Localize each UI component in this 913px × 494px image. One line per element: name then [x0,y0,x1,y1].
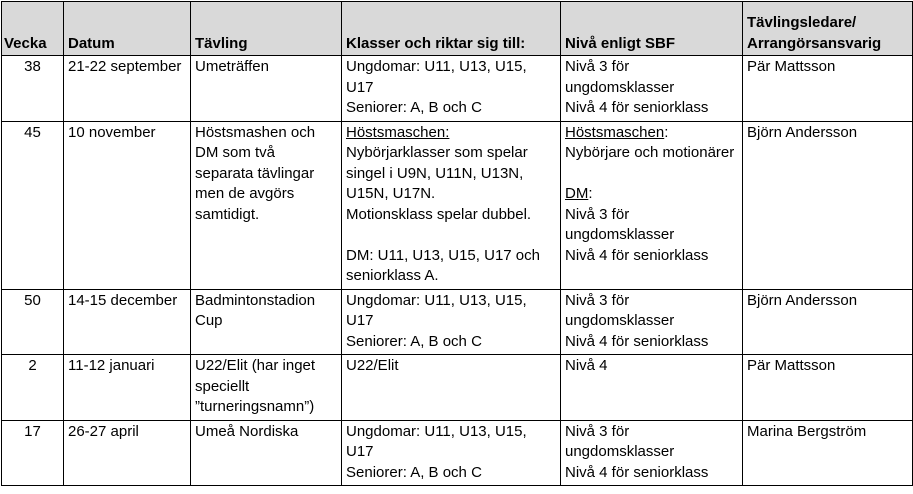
cell-klasser [342,121,561,289]
cell-datum: 11-12 januari [64,355,191,421]
header-klasser: Klasser och riktar sig till: [342,2,561,56]
cell-ledare: Pär Mattsson [743,56,913,122]
klasser-line: Seniorer: A, B och C [346,332,482,350]
cell-klasser [342,56,561,122]
klasser-heading: Höstsmaschen: [346,123,450,141]
cell-niva [561,121,743,289]
cell-niva [561,420,743,486]
klasser-line: Ungdomar: U11, U13, U15, U17 [346,422,527,460]
cell-niva [561,56,743,122]
cell-klasser: U22/Elit [342,355,561,421]
spacer [346,225,556,246]
niva-line: Nivå 4 för seniorklass [565,99,709,116]
klasser-line: Motionsklass spelar dubbel. [346,205,532,223]
niva-dm-heading [565,184,738,205]
niva-line: Nivå 3 för ungdomsklasser [565,205,675,243]
competition-schedule-table [1,1,913,486]
cell-ledare: Pär Mattsson [743,355,913,421]
cell-vecka: 38 [2,56,64,122]
cell-tavling: Umeå Nordiska [191,420,342,486]
cell-vecka: 17 [2,420,64,486]
klasser-line: Ungdomar: U11, U13, U15, U17 [346,58,527,96]
header-ledare-line1: Tävlingsledare/ [747,14,857,31]
klasser-line: Seniorer: A, B och C [346,99,482,116]
cell-ledare: Björn Andersson [743,289,913,355]
klasser-line: Ungdomar: U11, U13, U15, U17 [346,291,527,329]
table-header-row [2,2,913,56]
header-ledare [743,2,913,56]
table-row [2,289,913,355]
spacer [565,164,738,185]
header-tavling: Tävling [191,2,342,56]
cell-datum: 10 november [64,121,191,289]
table-row [2,121,913,289]
niva-line: Nivå 4 för seniorklass [565,246,709,264]
cell-ledare: Björn Andersson [743,121,913,289]
cell-klasser [342,420,561,486]
cell-tavling: Umeträffen [191,56,342,122]
niva-heading-text: Höstsmaschen [565,123,665,141]
table-row [2,355,913,421]
klasser-line: Nybörjarklasser som spelar singel i U9N, U11N, U13N, U15N, U17N. [346,144,528,202]
header-niva: Nivå enligt SBF [561,2,743,56]
cell-niva: Nivå 4 [561,355,743,421]
header-vecka: Vecka [2,2,64,56]
niva-heading-colon: : [664,123,669,141]
cell-klasser [342,289,561,355]
niva-heading [565,123,738,144]
cell-ledare: Marina Bergström [743,420,913,486]
cell-vecka: 2 [2,355,64,421]
cell-vecka: 45 [2,121,64,289]
cell-tavling: Badmintonstadion Cup [191,289,342,355]
niva-dm-text: DM [565,185,589,202]
table-row [2,56,913,122]
table-row [2,420,913,486]
cell-vecka: 50 [2,289,64,355]
niva-line: Nivå 4 för seniorklass [565,332,709,350]
klasser-line: Seniorer: A, B och C [346,463,482,481]
niva-line: Nivå 4 för seniorklass [565,463,709,481]
header-ledare-line2: Arrangörsansvarig [747,34,882,52]
cell-datum: 21-22 september [64,56,191,122]
niva-line: Nybörjare och motionärer [565,144,735,161]
niva-dm-colon: : [588,185,593,202]
cell-datum: 14-15 december [64,289,191,355]
niva-line: Nivå 3 för ungdomsklasser [565,58,675,96]
klasser-line: DM: U11, U13, U15, U17 och seniorklass A. [346,246,540,284]
cell-niva [561,289,743,355]
niva-line: Nivå 3 för ungdomsklasser [565,291,675,329]
niva-line: Nivå 3 för ungdomsklasser [565,422,675,460]
header-datum: Datum [64,2,191,56]
cell-datum: 26-27 april [64,420,191,486]
cell-tavling: Höstsmashen och DM som två separata tävlingar men de avgörs samtidigt. [191,121,342,289]
cell-tavling: U22/Elit (har inget speciellt ”turneringsnamn”) [191,355,342,421]
